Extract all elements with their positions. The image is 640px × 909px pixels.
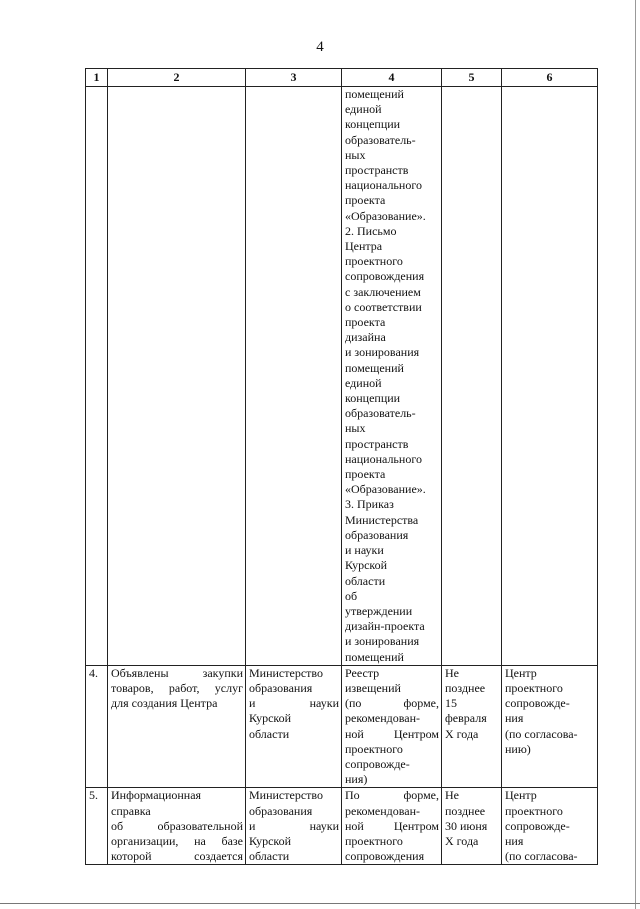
- cell-line: извещений: [345, 680, 401, 695]
- cell-line: с заключением: [345, 284, 421, 299]
- cell-line: о соответствии: [345, 299, 422, 314]
- cell-document: [342, 665, 442, 788]
- cell-line: Объявлены закупки: [111, 665, 243, 680]
- cell-line: товаров, работ, услуг: [111, 680, 243, 695]
- cell-event: [108, 87, 246, 666]
- cell-line: сопровожде-: [345, 756, 410, 771]
- cell-line: 30 июня: [445, 818, 488, 833]
- cell-line: X года: [445, 726, 479, 741]
- cell-num: 4.: [86, 665, 108, 788]
- cell-line: ния): [345, 772, 368, 787]
- cell-line: национального: [345, 178, 422, 193]
- cell-line: ных: [345, 421, 366, 436]
- table-row: [86, 788, 598, 865]
- cell-coexecutor: [502, 87, 598, 666]
- cell-line: рекомендован-: [345, 803, 421, 818]
- header-col-5: 5: [442, 69, 502, 87]
- cell-responsible: [246, 665, 342, 788]
- cell-line: (по форме,: [345, 696, 439, 711]
- cell-line: По форме,: [345, 788, 439, 803]
- cell-line: образования: [345, 527, 409, 542]
- cell-line: сопровождения: [345, 269, 425, 284]
- cell-line: и науки: [249, 818, 339, 833]
- cell-line: дизайн-проекта: [345, 619, 425, 634]
- cell-line: Курской: [345, 558, 388, 573]
- cell-document: [342, 87, 442, 666]
- cell-coexecutor: [502, 788, 598, 865]
- cell-line: 2. Письмо: [345, 223, 397, 238]
- cell-line: образования: [249, 680, 313, 695]
- cell-line: Курской: [249, 833, 292, 848]
- cell-line: позднее: [445, 680, 486, 695]
- cell-line: сопровожде-: [505, 818, 570, 833]
- cell-line: и зонирования: [345, 345, 420, 360]
- cell-line: национального: [345, 451, 422, 466]
- table-header-row: [86, 69, 598, 87]
- scan-edge: [635, 0, 636, 909]
- cell-line: образования: [249, 803, 313, 818]
- cell-line: образователь-: [345, 406, 416, 421]
- cell-line: области: [249, 726, 290, 741]
- cell-line: Министерства: [345, 512, 419, 527]
- cell-line: проекта: [345, 315, 386, 330]
- cell-line: «Образование».: [345, 482, 426, 497]
- cell-line: проектного: [505, 803, 563, 818]
- cell-line: проектного: [345, 833, 403, 848]
- cell-line: Не: [445, 788, 459, 803]
- cell-line: ной Центром: [345, 726, 439, 741]
- page-number: 4: [316, 39, 324, 55]
- cell-line: ния: [505, 711, 524, 726]
- cell-line: Не: [445, 665, 459, 680]
- cell-line: и зонирования: [345, 634, 420, 649]
- cell-line: ных: [345, 147, 366, 162]
- cell-line: единой: [345, 375, 382, 390]
- cell-line: проектного: [345, 254, 403, 269]
- cell-line: Реестр: [345, 665, 380, 680]
- cell-line: дизайна: [345, 330, 386, 345]
- cell-line: пространств: [345, 163, 409, 178]
- cell-line: Центр: [505, 665, 537, 680]
- cell-line: нию): [505, 741, 531, 756]
- cell-line: для создания Центра: [111, 696, 218, 711]
- cell-line: Центр: [505, 788, 537, 803]
- cell-line: позднее: [445, 803, 486, 818]
- header-col-6: 6: [502, 69, 598, 87]
- cell-line: утверждении: [345, 603, 413, 618]
- header-col-1: 1: [86, 69, 108, 87]
- cell-deadline: [442, 665, 502, 788]
- cell-line: об образовательной: [111, 818, 243, 833]
- cell-line: об: [345, 588, 358, 603]
- cell-line: Центра: [345, 239, 383, 254]
- header-col-3: 3: [246, 69, 342, 87]
- cell-line: и науки: [345, 543, 384, 558]
- cell-line: которой создается: [111, 849, 243, 864]
- cell-line: X года: [445, 833, 479, 848]
- cell-line: проектного: [345, 741, 403, 756]
- cell-line: проекта: [345, 467, 386, 482]
- cell-line: проекта: [345, 193, 386, 208]
- cell-line: пространств: [345, 436, 409, 451]
- cell-line: помещений: [345, 649, 404, 664]
- cell-line: «Образование».: [345, 208, 426, 223]
- cell-line: рекомендован-: [345, 711, 421, 726]
- cell-line: Курской: [249, 711, 292, 726]
- cell-line: (по согласова-: [505, 726, 578, 741]
- cell-document: [342, 788, 442, 865]
- cell-line: проектного: [505, 680, 563, 695]
- cell-line: Министерство: [249, 788, 323, 803]
- cell-line: образователь-: [345, 132, 416, 147]
- cell-event: [108, 788, 246, 865]
- table-row: [86, 665, 598, 788]
- cell-responsible: [246, 788, 342, 865]
- cell-line: концепции: [345, 391, 401, 406]
- cell-line: Информационная: [111, 788, 202, 803]
- cell-line: Министерство: [249, 665, 323, 680]
- cell-line: области: [249, 849, 290, 864]
- cell-event: [108, 665, 246, 788]
- cell-responsible: [246, 87, 342, 666]
- scan-bottom-line: [0, 903, 640, 904]
- cell-line: помещений: [345, 87, 404, 101]
- cell-coexecutor: [502, 665, 598, 788]
- cell-line: 15: [445, 696, 457, 711]
- cell-num: [86, 87, 108, 666]
- header-col-4: 4: [342, 69, 442, 87]
- cell-deadline: [442, 788, 502, 865]
- cell-line: организации, на базе: [111, 833, 243, 848]
- cell-line: помещений: [345, 360, 404, 375]
- cell-line: ния: [505, 833, 524, 848]
- cell-deadline: [442, 87, 502, 666]
- cell-line: ной Центром: [345, 818, 439, 833]
- cell-line: справка: [111, 803, 151, 818]
- header-col-2: 2: [108, 69, 246, 87]
- cell-line: сопровожде-: [505, 696, 570, 711]
- cell-num: 5.: [86, 788, 108, 865]
- cell-line: области: [345, 573, 386, 588]
- cell-line: концепции: [345, 117, 401, 132]
- cell-line: (по согласова-: [505, 849, 578, 864]
- cell-line: единой: [345, 102, 382, 117]
- plan-table: [85, 68, 598, 865]
- cell-line: и науки: [249, 696, 339, 711]
- cell-line: февраля: [445, 711, 487, 726]
- cell-line: сопровождения: [345, 849, 425, 864]
- table-row: [86, 87, 598, 666]
- cell-line: 3. Приказ: [345, 497, 394, 512]
